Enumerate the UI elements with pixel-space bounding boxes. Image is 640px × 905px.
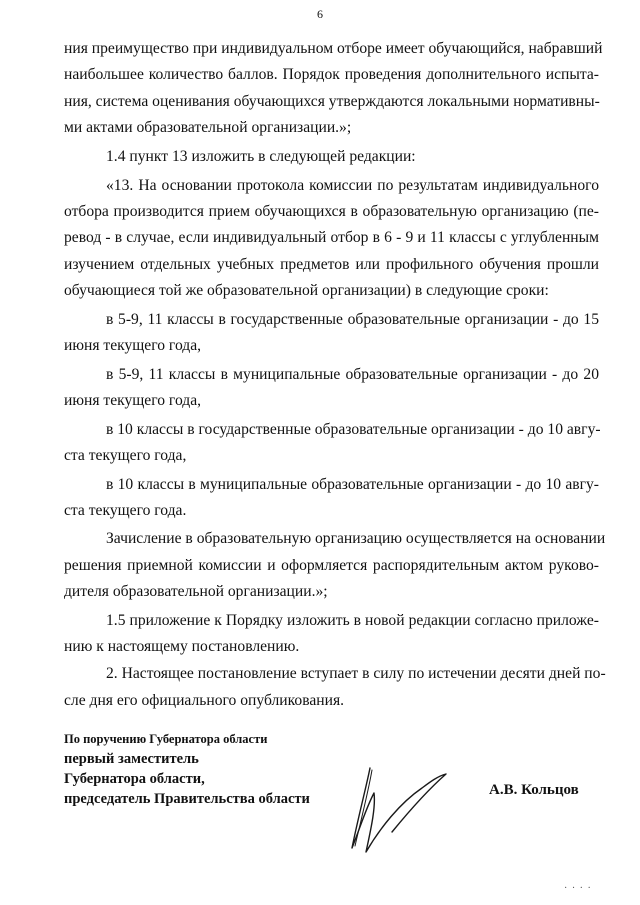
- text-line: «13. На основании протокола комиссии по результатам индивидуального: [106, 177, 599, 194]
- signatory-position-line-1: первый заместитель: [64, 751, 199, 767]
- text-line: решения приемной комиссии и оформляется распорядительным актом руково-: [64, 557, 599, 574]
- text-line: Зачисление в образовательную организацию осуществляется на основании: [106, 530, 606, 547]
- text-line: июня текущего года,: [64, 337, 202, 354]
- text-line: ста текущего года,: [64, 447, 187, 464]
- text-line: изучением отдельных учебных предметов или профильного обучения прошли: [64, 256, 599, 273]
- signature-block: [64, 731, 310, 809]
- text-line: ста текущего года.: [64, 502, 187, 519]
- page-number: 6: [317, 7, 323, 21]
- text-line: ревод - в случае, если индивидуальный отбор в 6 - 9 и 11 классы с углубленным: [64, 229, 599, 246]
- text-line: ния, система оценивания обучающихся утверждаются локальными нормативны-: [64, 93, 600, 110]
- signatory-position-line-2: Губернатора области,: [64, 771, 205, 787]
- text-line: 2. Настоящее постановление вступает в силу по истечении десяти дней по-: [106, 665, 606, 682]
- text-line: обучающиеся той же образовательной организации) в следующие сроки:: [64, 282, 549, 299]
- text-line: в 10 классы в муниципальные образовательные организации - до 10 авгу-: [106, 476, 599, 493]
- text-line: 1.4 пункт 13 изложить в следующей редакции:: [106, 148, 416, 165]
- text-line: ми актами образовательной организации.»;: [64, 119, 352, 136]
- signer-name: А.В. Кольцов: [489, 782, 579, 798]
- text-line: в 10 классы в государственные образовательные организации - до 10 авгу-: [106, 421, 601, 438]
- text-line: ния преимущество при индивидуальном отборе имеет обучающийся, набравший: [64, 40, 603, 57]
- text-line: отбора производится прием обучающихся в образовательную организацию (пе-: [64, 203, 599, 220]
- text-line: дителя образовательной организации.»;: [64, 583, 328, 600]
- text-line: в 5-9, 11 классы в государственные образовательные организации - до 15: [106, 311, 599, 328]
- text-line: июня текущего года,: [64, 392, 202, 409]
- signatory-position-line-3: председатель Правительства области: [64, 791, 310, 807]
- handwritten-signature: [330, 748, 460, 858]
- corner-mark: · · · ·: [564, 883, 592, 894]
- text-line: наибольшее количество баллов. Порядок проведения дополнительного испыта-: [64, 66, 599, 83]
- text-line: нию к настоящему постановлению.: [64, 638, 300, 655]
- text-line: сле дня его официального опубликования.: [64, 692, 345, 709]
- text-line: в 5-9, 11 классы в муниципальные образовательные организации - до 20: [106, 366, 599, 383]
- text-line: 1.5 приложение к Порядку изложить в новой редакции согласно приложе-: [106, 612, 599, 629]
- signatory-note: По поручению Губернатора области: [64, 732, 268, 746]
